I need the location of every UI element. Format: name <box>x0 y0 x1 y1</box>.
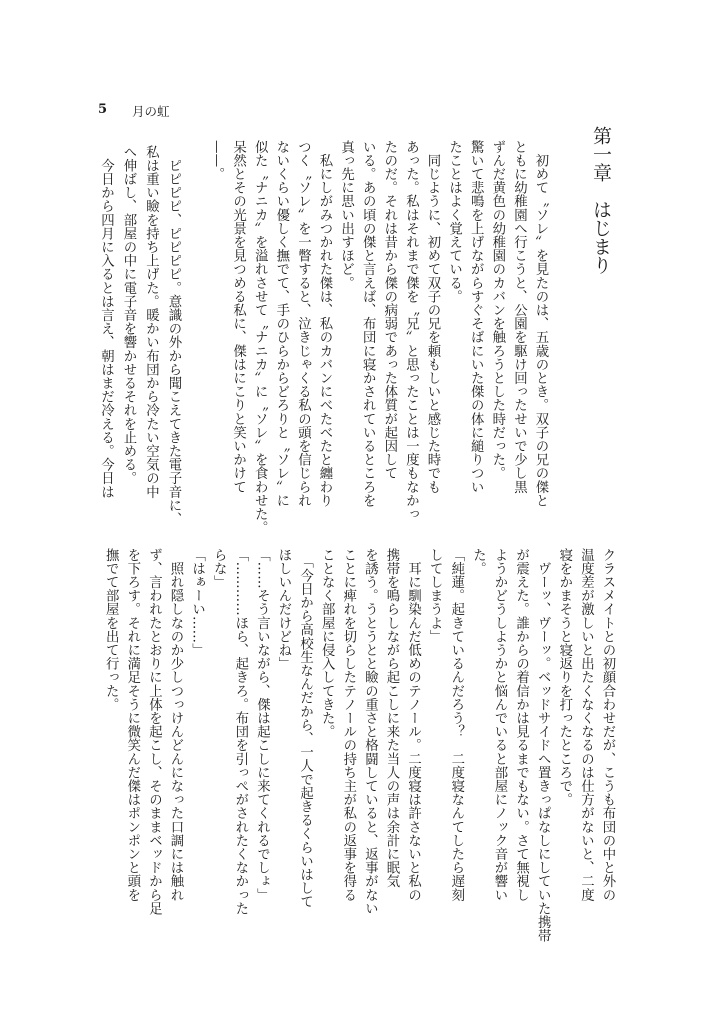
text-column-bottom: らな」 <box>211 548 227 589</box>
text-column-bottom: 「純蓮。起きているんだろう？ 二度寝なんてしたら遅刻 <box>448 548 464 902</box>
text-column-bottom: を誘う。うとうとと瞼の重さと格闘していると、返事がない <box>362 548 378 916</box>
text-column-bottom: ことに痺れを切らしたテノールの持ち主が私の返事を得る <box>340 548 356 902</box>
text-column-top-right: 呆然とその光景を見つめる私に、傑はにこりと笑いかけて <box>230 140 246 494</box>
text-column-bottom: 照れ隠しなのか少しつっけんどんになった口調には触れ <box>168 548 183 902</box>
text-column-bottom: 耳に馴染んだ低めのテノール。二度寝は許さないと私の <box>405 548 421 902</box>
text-column-bottom: を下ろす。それに満足そうに微笑んだ傑はポンポンと頭を <box>124 548 140 902</box>
text-column-bottom: ようかどうしようかと悩んでいると部屋にノック音が響い <box>492 548 507 902</box>
page-number: 5 <box>98 102 108 117</box>
text-column-bottom: 寝をかまそうと寝返りを打ったところで。 <box>556 548 572 807</box>
text-column-bottom: ことなく部屋に侵入してきた。 <box>319 548 335 739</box>
text-column-bottom: ヴーッ、ヴーッ。ベッドサイドへ置きっぱなしにしていた携帯 <box>535 548 551 943</box>
text-column-top-right: ともに幼稚園へ行こうと、公園を駆け回ったせいで少し黒 <box>511 140 527 494</box>
chapter-title: 第一章 はじまり <box>590 126 612 274</box>
text-column-top-left: へ伸ばし、部屋の中に電子音を響かせるそれを止める。 <box>121 145 136 485</box>
text-column-bottom: ず、言われたとおりに上体を起こし、そのままベッドから足 <box>146 548 162 916</box>
text-column-bottom: 「……そう言いながら、傑は起こしに来てくれるでしょ」 <box>254 548 270 902</box>
text-column-bottom: クラスメイトとの初顔合わせだが、こうも布団の中と外の <box>600 548 615 902</box>
text-column-top-right: たことはよく覚えている。 <box>446 140 462 304</box>
text-column-bottom: 温度差が激しいと出たくなくなるのは仕方がないと、二度 <box>578 548 594 902</box>
running-title: 月の虹 <box>132 104 170 119</box>
text-column-bottom: 撫でて部屋を出て行った。 <box>103 548 119 712</box>
text-column-bottom: してしまうよ」 <box>427 548 443 644</box>
text-column-top-right: ——。 <box>209 140 224 181</box>
text-column-bottom: ほしいんだけどね」 <box>276 548 291 671</box>
text-column-bottom: 携帯を鳴らしながら起こしに来た当人の声は余計に眠気 <box>384 548 399 888</box>
text-column-top-right: いる。あの頃の傑と言えば、布団に寝かされているところを <box>360 140 376 508</box>
text-column-bottom: 「今日から高校生なんだから、一人で起きるくらいはして <box>297 548 313 909</box>
text-column-top-left: ピピピピ、ピピピピ。意識の外から聞こえてきた電子音に、 <box>166 145 181 526</box>
text-column-top-right: 私にしがみつかれた傑は、私のカバンにべたべたと纏わり <box>317 140 332 508</box>
text-column-top-right: 同じように、初めて双子の兄を頼もしいと感じた時でも <box>425 140 440 494</box>
text-column-top-right: たのだ。それは昔から傑の病弱であった体質が起因して <box>381 140 397 480</box>
text-column-top-right: 似た〝ナニカ〟を溢れさせて〝ナニカ〟に〝ソレ〟を食わせた。 <box>252 140 268 535</box>
text-column-bottom: が震えた。誰からの着信かは見るまでもない。さて無視し <box>513 548 529 902</box>
text-column-top-right: ずんだ黄色の幼稚園のカバンを触ろうとした時だった。 <box>489 140 505 480</box>
text-column-top-right: つく〝ソレ〟を一瞥すると、泣きじゃくる私の頭を信じられ <box>295 140 311 508</box>
text-column-top-right: 真っ先に思い出すほど。 <box>338 140 354 290</box>
text-column-top-right: ないくらい優しく撫でて、手のひらからどろりと〝ソレ〟に <box>273 140 289 508</box>
text-column-bottom: 「…………ほら、起きろ。布団を引っぺがされたくなかった <box>232 548 248 916</box>
text-column-top-left: 私は重い瞼を持ち上げた。暖かい布団から冷たい空気の中 <box>143 145 159 499</box>
text-column-bottom: た。 <box>470 548 486 576</box>
text-column-top-right: 驚いて悲鳴を上げながらすぐそばにいた傑の体に縋りつい <box>468 140 484 494</box>
text-column-top-right: 初めて〝ソレ〟を見たのは、五歳のとき。双子の兄の傑と <box>533 140 548 508</box>
text-column-top-left: 今日から四月に入るとは言え、朝はまだ冷える。今日は <box>98 145 114 499</box>
text-column-top-right: あった。私はそれまで傑を〝兄〟と思ったことは一度もなかっ <box>403 140 419 521</box>
text-column-bottom: 「はぁーい……」 <box>189 548 205 657</box>
